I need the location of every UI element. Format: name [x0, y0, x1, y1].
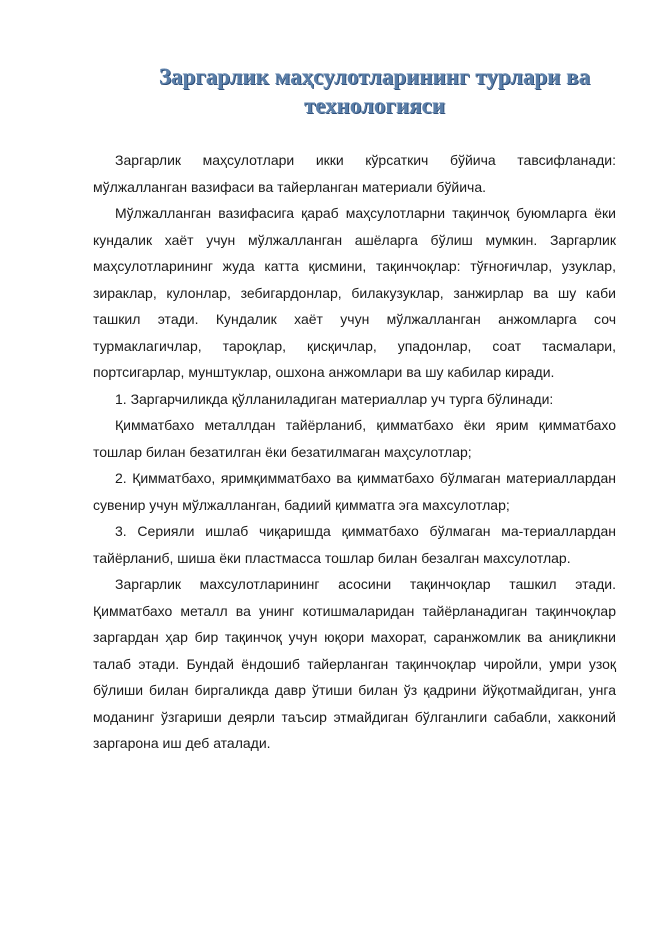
- paragraph-conclusion: Заргарлик махсулотларининг асосини тақинчоқлар ташкил этади. Қимматбахо металл ва унинг котишмаларидан тайёрланадиган тақинчоқлар заргардан ҳар бир тақинчоқ учун юқори махорат, саранжомлик ва аниқликни талаб этади. Бундай ёндошиб тайерланган тақинчоқлар чиройли, умри узоқ бўлиши билан биргаликда давр ўтиши билан ўз қадрини йўқотмайдиган, унга моданинг ўзгариши деярли таъсир этмайдиган бўлганлиги сабабли, хакконий заргарона иш деб аталади.: [93, 576, 616, 751]
- paragraph-materials-heading: 1. Заргарчиликда қўлланиладиган материаллар уч турга бўлинади:: [115, 390, 554, 407]
- paragraph-material-type-2: 2. Қимматбахо, яримқимматбахо ва қимматбахо бўлмаган материаллардан сувенир учун мўлжалланган, бадиий қимматга эга махсулотлар;: [93, 470, 616, 513]
- paragraph-material-type-3: 3. Серияли ишлаб чиқаришда қимматбахо бўлмаган ма-териаллардан тайёрланиб, шиша ёки пластмасса тошлар билан безалган махсулотлар.: [93, 523, 616, 566]
- page-title: Заргарлик маҳсулотларининг турлари ва технологияси: [158, 64, 591, 118]
- paragraph-purpose: Мўлжалланган вазифасига қараб маҳсулотларни тақинчоқ буюмларга ёки кундалик хаёт учун мўлжалланган ашёларга бўлиш мумкин. Заргарлик маҳсулотларининг жуда катта қисмини, тақинчоқлар: тўғноғичлар, узуклар, зираклар, кулонлар, зебигардонлар, билакузуклар, занжирлар ва шу каби ташкил этади. Кундалик хаёт учун мўлжалланган анжомларга соч турмаклагичлар, тароқлар, қисқичлар, упадонлар, соат тасмалари, портсигарлар, мунштуклар, ошхона анжомлари ва шу кабилар киради.: [93, 205, 616, 380]
- paragraph-intro: Заргарлик маҳсулотлари икки кўрсаткич бўйича тавсифланади: мўлжалланган вазифаси ва тайерланган материали бўйича.: [93, 152, 616, 195]
- document-page: [93, 62, 616, 757]
- paragraph-material-type-1: Қимматбахо металлдан тайёрланиб, қимматбахо ёки ярим қимматбахо тошлар билан безатилган ёки безатилмаган маҳсулотлар;: [93, 417, 616, 460]
